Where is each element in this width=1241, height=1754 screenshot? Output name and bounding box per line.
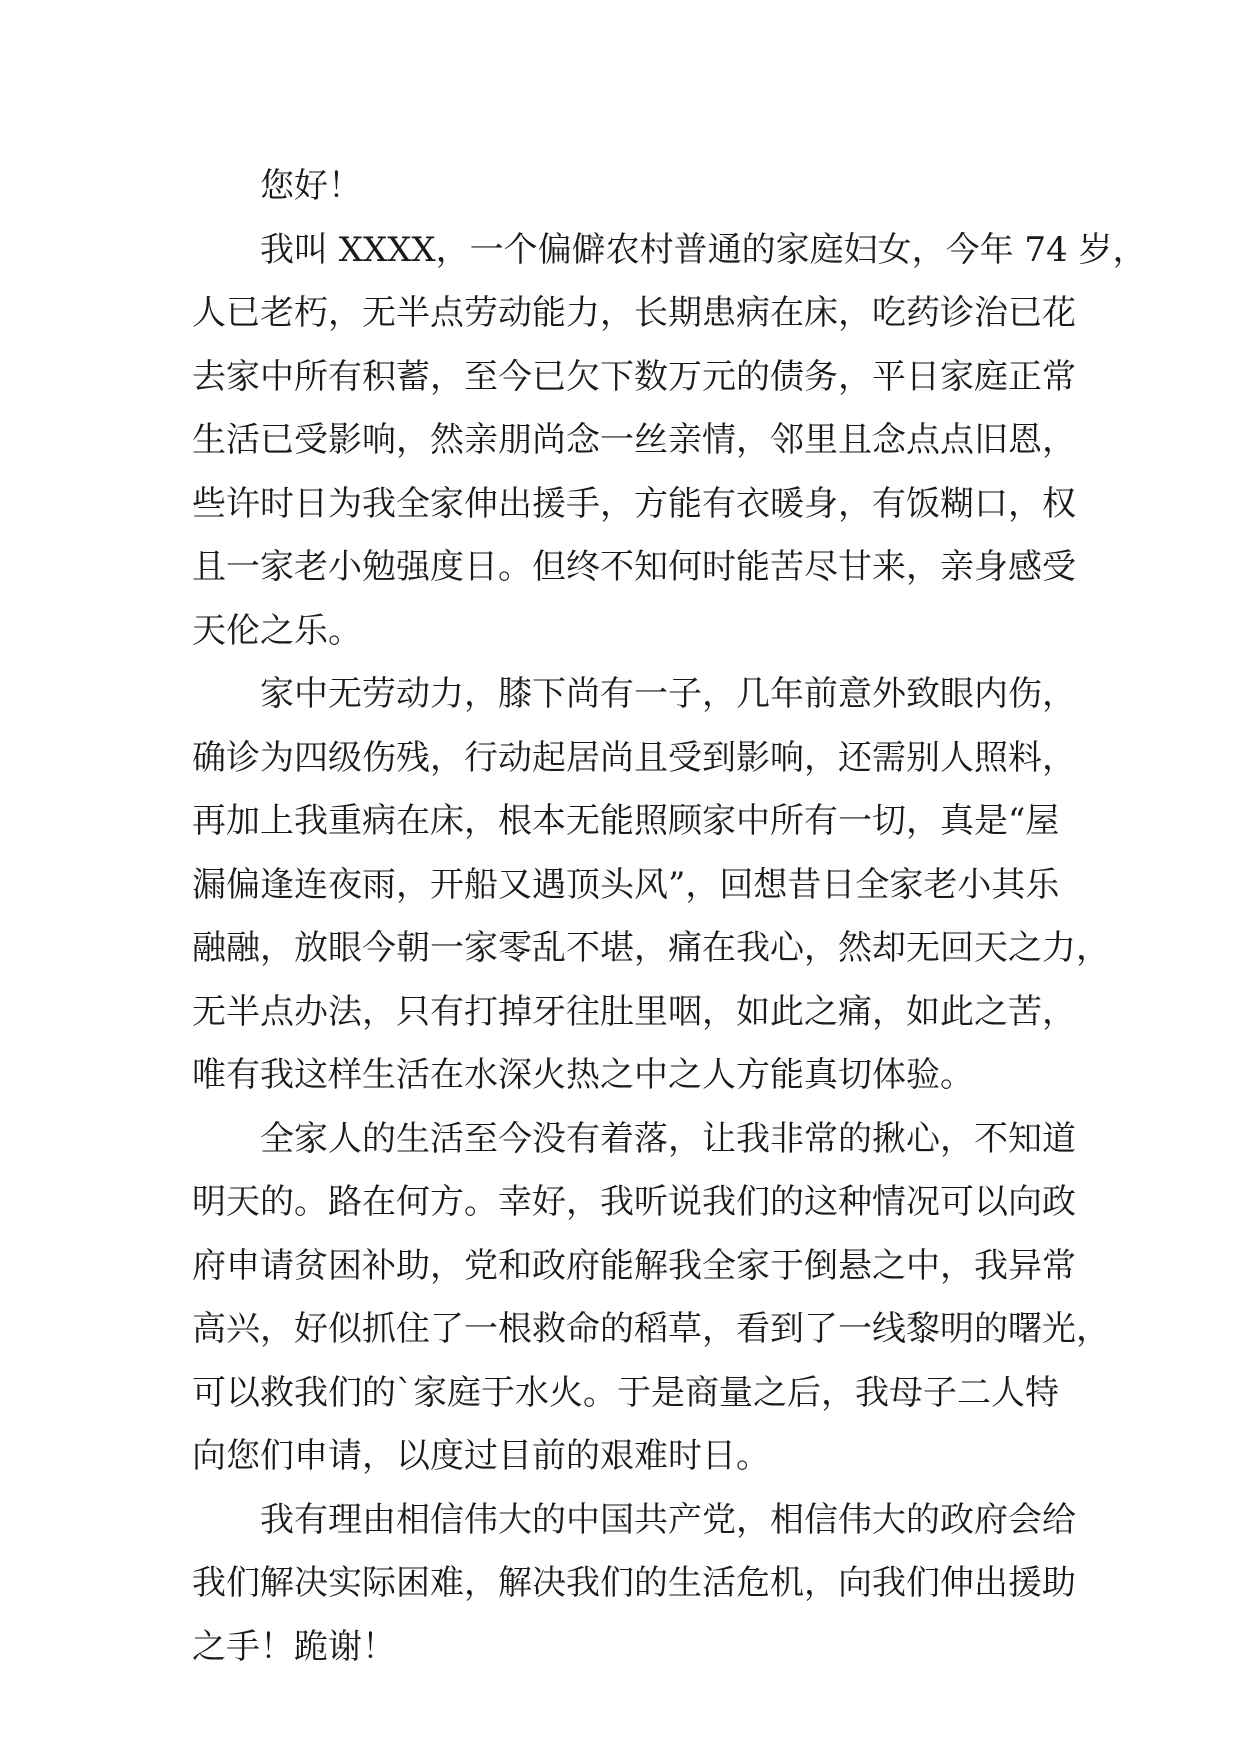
paragraph-line: 无半点办法，只有打掉牙往肚里咽，如此之痛，如此之苦， [192, 991, 1076, 1032]
paragraph-line: 融融，放眼今朝一家零乱不堪，痛在我心，然却无回天之力， [192, 928, 1110, 968]
paragraph-4 [192, 1489, 1076, 1680]
paragraph-line: 我叫 XXXX，一个偏僻农村普通的家庭妇女，今年 74 岁， [260, 229, 1147, 270]
paragraph-line: 我有理由相信伟大的中国共产党，相信伟大的政府会给 [260, 1499, 1076, 1540]
paragraph-line: 我们解决实际困难，解决我们的生活危机，向我们伸出援助 [192, 1563, 1076, 1603]
paragraph-line: 人已老朽，无半点劳动能力，长期患病在床，吃药诊治已花 [192, 293, 1076, 333]
paragraph-line: 明天的。路在何方。幸好，我听说我们的这种情况可以向政 [192, 1182, 1076, 1222]
paragraph-line: 去家中所有积蓄，至今已欠下数万元的债务，平日家庭正常 [192, 356, 1076, 397]
paragraph-line: 府申请贫困补助，党和政府能解我全家于倒悬之中，我异常 [192, 1245, 1076, 1286]
greeting [192, 155, 1062, 219]
paragraph-line: 且一家老小勉强度日。但终不知何时能苦尽甘来，亲身感受 [192, 547, 1076, 587]
paragraph-line: 高兴，好似抓住了一根救命的稻草，看到了一线黎明的曙光， [192, 1309, 1110, 1349]
paragraph-line: 确诊为四级伤残，行动起居尚且受到影响，还需别人照料， [192, 737, 1076, 778]
paragraph-1 [192, 219, 1147, 664]
paragraph-line: 全家人的生活至今没有着落，让我非常的揪心，不知道 [260, 1118, 1076, 1159]
paragraph-line: 天伦之乐。 [192, 610, 362, 651]
paragraph-3 [192, 1108, 1110, 1489]
paragraph-line: 些许时日为我全家伸出援手，方能有衣暖身，有饭糊口，权 [192, 483, 1076, 524]
paragraph-line: 生活已受影响，然亲朋尚念一丝亲情，邻里且念点点旧恩， [192, 420, 1076, 460]
paragraph-2 [192, 663, 1110, 1108]
paragraph-line: 可以救我们的`家庭于水火。于是商量之后，我母子二人特 [192, 1372, 1059, 1413]
paragraph-line: 家中无劳动力，膝下尚有一子，几年前意外致眼内伤， [260, 674, 1076, 714]
paragraph-line: 再加上我重病在床，根本无能照顾家中所有一切，真是“屋 [192, 801, 1060, 841]
greeting-line: 您好！ [260, 166, 362, 206]
paragraph-line: 向您们申请，以度过目前的艰难时日。 [192, 1436, 770, 1476]
paragraph-line: 之手！跪谢！ [192, 1626, 396, 1667]
letter-body [192, 155, 1147, 1679]
paragraph-line: 唯有我这样生活在水深火热之中之人方能真切体验。 [192, 1055, 974, 1095]
paragraph-line: 漏偏逢连夜雨，开船又遇顶头风”，回想昔日全家老小其乐 [192, 864, 1060, 905]
